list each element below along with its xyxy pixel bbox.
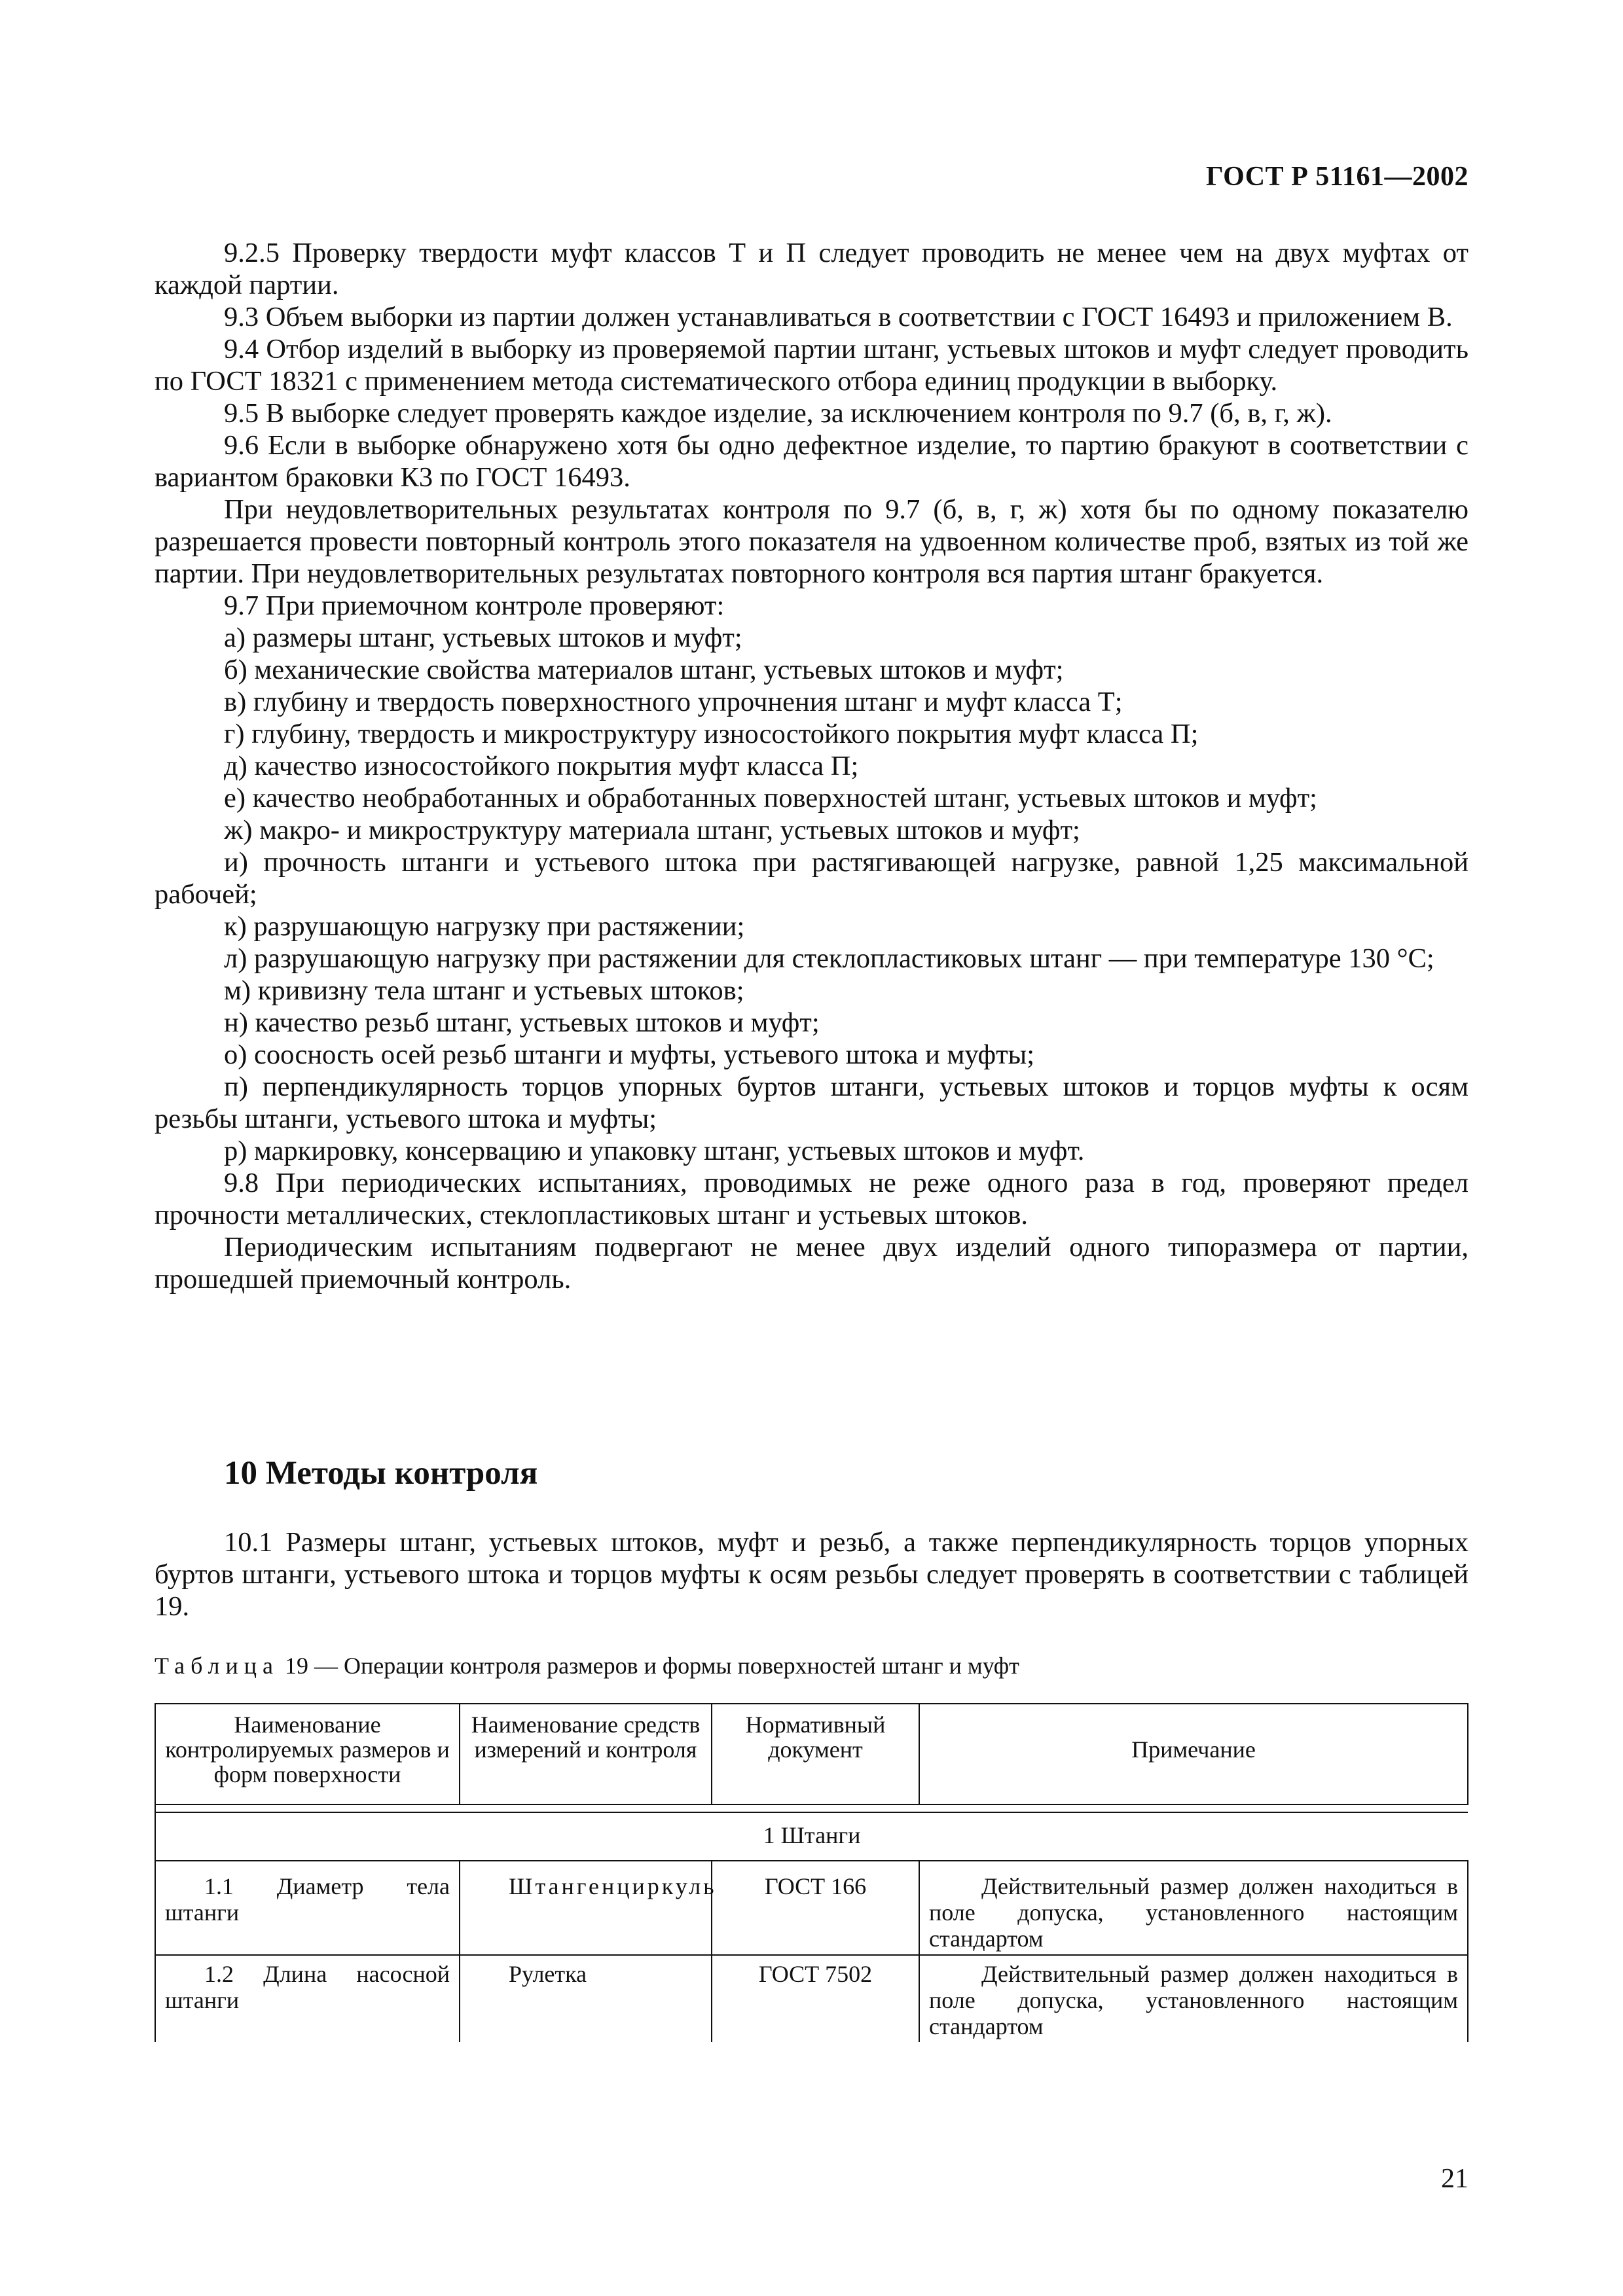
table-section-label: 1 Штанги xyxy=(155,1812,1468,1861)
document-code-header: ГОСТ Р 51161—2002 xyxy=(1205,162,1468,192)
paragraph-9-7: 9.7 При приемочном контроле проверяют: xyxy=(224,590,725,621)
table-header-row xyxy=(155,1704,1468,1804)
list-item-o: о) соосность осей резьб штанги и муфты, устьевого штока и муфты; xyxy=(224,1039,1034,1070)
table-cell-document: ГОСТ 7502 xyxy=(712,1955,919,2042)
header-note: Примечание xyxy=(919,1704,1468,1804)
table-row xyxy=(155,1955,1468,2042)
paragraph-9-5: 9.5 В выборке следует проверять каждое изделие, за исключением контроля по 9.7 (б, в, г, ж). xyxy=(224,398,1332,429)
table-cell-tool: Штангенциркуль xyxy=(460,1861,712,1955)
list-item-d: д) качество износостойкого покрытия муфт класса П; xyxy=(224,751,859,781)
list-item-e: е) качество необработанных и обработанных поверхностей штанг, устьевых штоков и муфт; xyxy=(224,783,1317,814)
list-item-g: г) глубину, твердость и микроструктуру износостойкого покрытия муфт класса П; xyxy=(224,719,1199,749)
table-caption xyxy=(155,1652,1019,1679)
list-item-zh: ж) макро- и микроструктуру материала штанг, устьевых штоков и муфт; xyxy=(224,815,1080,846)
list-item-p: п) перпендикулярность торцов упорных буртов штанги, устьевых штоков и торцов муфты к осям резьбы штанги, устьевого штока и муфты; xyxy=(155,1071,1468,1134)
table-section-row xyxy=(155,1812,1468,1861)
header-normative-document: Нормативный документ xyxy=(712,1704,919,1804)
table-cell-note: Действительный размер должен находиться в поле допуска, установленного настоящим стандартом xyxy=(919,1955,1468,2042)
control-operations-table xyxy=(155,1703,1468,2042)
table-cell-tool: Рулетка xyxy=(460,1955,712,2042)
paragraph-9-2-5: 9.2.5 Проверку твердости муфт классов Т и П следует проводить не менее чем на двух муфтах от каждой партии. xyxy=(155,238,1468,300)
header-double-line xyxy=(155,1804,1468,1812)
table-cell-note: Действительный размер должен находиться в поле допуска, установленного настоящим стандартом xyxy=(919,1861,1468,1955)
page-number: 21 xyxy=(1441,2164,1468,2194)
list-item-v: в) глубину и твердость поверхностного упрочнения штанг и муфт класса Т; xyxy=(224,687,1123,717)
list-item-m: м) кривизну тела штанг и устьевых штоков; xyxy=(224,975,744,1006)
paragraph-periodic: Периодическим испытаниям подвергают не менее двух изделий одного типоразмера от партии, прошедшей приемочный контроль. xyxy=(155,1232,1468,1295)
paragraph-9-3: 9.3 Объем выборки из партии должен устанавливаться в соответствии с ГОСТ 16493 и приложением В. xyxy=(224,302,1453,332)
table-caption-word: Таблица xyxy=(155,1653,279,1679)
section-title: 10 Методы контроля xyxy=(224,1455,538,1492)
paragraph-9-4: 9.4 Отбор изделий в выборку из проверяемой партии штанг, устьевых штоков и муфт следует проводить по ГОСТ 18321 с применением метода систематического отбора единиц продукции в выборку. xyxy=(155,334,1468,397)
list-item-b: б) механические свойства материалов штанг, устьевых штоков и муфт; xyxy=(224,655,1064,685)
table-caption-text: 19 — Операции контроля размеров и формы поверхностей штанг и муфт xyxy=(278,1653,1019,1679)
header-controlled-dimensions: Наименование контролируемых размеров и форм поверхности xyxy=(155,1704,460,1804)
paragraph-9-8: 9.8 При периодических испытаниях, проводимых не реже одного раза в год, проверяют предел прочности металлических, стеклопластиковых штанг и устьевых штоков. xyxy=(155,1168,1468,1230)
list-item-l: л) разрушающую нагрузку при растяжении для стеклопластиковых штанг — при температуре 130 °С; xyxy=(224,943,1434,974)
list-item-a: а) размеры штанг, устьевых штоков и муфт; xyxy=(224,622,742,653)
list-item-i: и) прочность штанги и устьевого штока при растягивающей нагрузке, равной 1,25 максимальной рабочей; xyxy=(155,847,1468,910)
list-item-k: к) разрушающую нагрузку при растяжении; xyxy=(224,911,745,942)
header-measuring-tools: Наименование средств измерений и контроля xyxy=(460,1704,712,1804)
table-cell-document: ГОСТ 166 xyxy=(712,1861,919,1955)
list-item-n: н) качество резьб штанг, устьевых штоков и муфт; xyxy=(224,1007,820,1038)
table-row xyxy=(155,1861,1468,1955)
paragraph-retest: При неудовлетворительных результатах контроля по 9.7 (б, в, г, ж) хотя бы по одному показателю разрешается провести повторный контроль этого показателя на удвоенном количестве проб, взятых из той же партии. При неудовлетворительных результатах повторного контроля вся партия штанг бракуется. xyxy=(155,494,1468,589)
table-cell-item: 1.2 Длина насосной штанги xyxy=(155,1955,460,2042)
body-text xyxy=(155,237,1468,1295)
section-intro xyxy=(155,1526,1468,1623)
table-cell-item: 1.1 Диаметр тела штанги xyxy=(155,1861,460,1955)
list-item-r: р) маркировку, консервацию и упаковку штанг, устьевых штоков и муфт. xyxy=(224,1136,1085,1166)
paragraph-9-6: 9.6 Если в выборке обнаружено хотя бы одно дефектное изделие, то партию бракуют в соответствии с вариантом браковки К3 по ГОСТ 16493. xyxy=(155,430,1468,493)
paragraph-10-1: 10.1 Размеры штанг, устьевых штоков, муфт и резьб, а также перпендикулярность торцов упорных буртов штанги, устьевого штока и торцов муфты к осям резьбы следует проверять в соответствии с таблицей 19. xyxy=(155,1527,1468,1622)
